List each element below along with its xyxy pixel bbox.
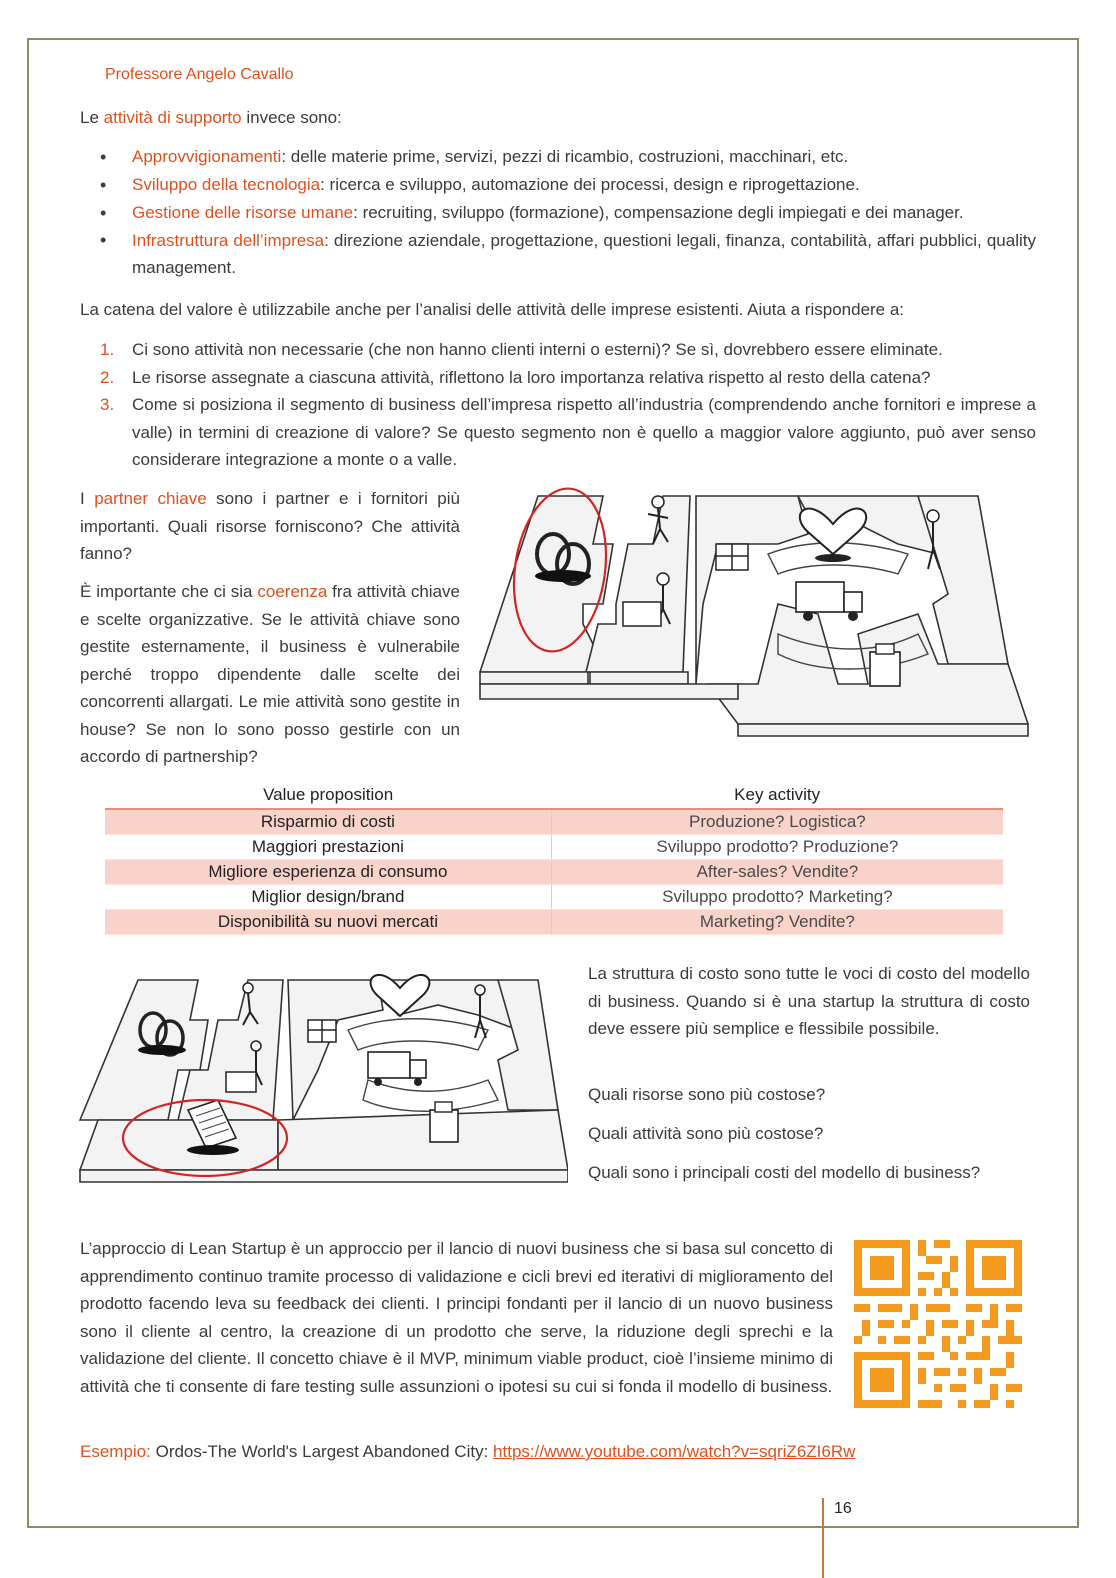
example-line: Esempio: Ordos-The World's Largest Abandoned City: https://www.youtube.com/watch?v=sqriZ6ZI6Rw xyxy=(80,1442,856,1461)
page-number: 16 xyxy=(834,1500,852,1517)
page-number-divider xyxy=(822,1498,824,1578)
table-row: Migliore esperienza di consumo After-sales? Vendite? xyxy=(105,860,1003,885)
support-intro: Le attività di supporto invece sono: xyxy=(80,108,342,127)
support-list xyxy=(100,143,1036,281)
coherence-paragraph: È importante che ci sia coerenza fra attività chiave e scelte organizzative. Se le attività chiave sono gestite esternamente, il business è vulnerabile perché troppo dipendente dalle scelte dei concorrenti allargati. Le mie attività sono gestite in house? Se non lo sono posso gestirle con un accordo di partnership? xyxy=(80,582,460,766)
youtube-link[interactable]: https://www.youtube.com/watch?v=sqriZ6ZI6Rw xyxy=(493,1442,856,1461)
table-row: Miglior design/brand Sviluppo prodotto? Marketing? xyxy=(105,885,1003,910)
column-header: Value proposition xyxy=(105,782,551,809)
business-model-canvas-sketch-costs xyxy=(78,960,568,1186)
business-model-canvas-sketch-partners xyxy=(478,484,1034,740)
qr-code-icon[interactable] xyxy=(854,1240,1022,1408)
list-item: • Infrastruttura dell’impresa: direzione aziendale, progettazione, questioni legali, finanza, contabilità, affari pubblici, quality management. xyxy=(100,227,1036,281)
table-row: Disponibilità su nuovi mercati Marketing? Vendite? xyxy=(105,910,1003,935)
professor-name: Professore Angelo Cavallo xyxy=(105,66,294,83)
value-proposition-table xyxy=(105,782,1003,935)
list-item: 2. Le risorse assegnate a ciascuna attività, riflettono la loro importanza relativa rispetto al resto della catena? xyxy=(100,367,931,387)
cost-question: Quali risorse sono più costose? xyxy=(588,1085,826,1104)
list-item: • Gestione delle risorse umane: recruiting, sviluppo (formazione), compensazione degli impiegati e dei manager. xyxy=(100,199,1036,227)
list-item: • Approvvigionamenti: delle materie prime, servizi, pezzi di ricambio, costruzioni, macchinari, etc. xyxy=(100,143,1036,171)
list-item: • Sviluppo della tecnologia: ricerca e sviluppo, automazione dei processi, design e riprogettazione. xyxy=(100,171,1036,199)
partners-paragraph: I partner chiave sono i partner e i fornitori più importanti. Quali risorse forniscono? Che attività fanno? xyxy=(80,489,460,563)
list-item: 1. Ci sono attività non necessarie (che non hanno clienti interni o esterni)? Se sì, dovrebbero essere eliminate. xyxy=(100,340,943,359)
list-item: 3. Come si posiziona il segmento di business dell’impresa rispetto all’industria (comprendendo anche fornitori e imprese a valle) in termini di creazione di valore? Se questo segmento non è quello a maggior valore aggiunto, può aver senso considerare integrazione a monte o a valle. xyxy=(100,395,1036,469)
table-row: Risparmio di costi Produzione? Logistica? xyxy=(105,809,1003,835)
chain-questions xyxy=(100,336,1036,474)
cost-structure-paragraph: La struttura di costo sono tutte le voci di costo del modello di business. Quando si è una startup la struttura di costo deve essere più semplice e flessibile possibile. xyxy=(588,964,1030,1038)
column-header: Key activity xyxy=(551,782,1003,809)
lean-startup-paragraph: L’approccio di Lean Startup è un approccio per il lancio di nuovi business che si basa sul concetto di apprendimento continuo tramite processo di validazione e cicli brevi ed iterativi di miglioramento del prodotto facendo leva su feedback dei clienti. I principi fondanti per il lancio di un nuovo business sono il cliente al centro, la creazione di un prodotto che serve, la riduzione degli sprechi e la validazione del cliente. Il concetto chiave è il MVP, minimum viable product, cioè l’insieme minimo di attività che ti consente di fare testing sulle assunzioni o ipotesi su cui si fonda il modello di business. xyxy=(80,1239,833,1396)
table-header-row xyxy=(105,782,1003,809)
cost-question: Quali attività sono più costose? xyxy=(588,1124,824,1143)
cost-question: Quali sono i principali costi del modello di business? xyxy=(588,1163,981,1182)
chain-intro: La catena del valore è utilizzabile anche per l’analisi delle attività delle imprese esistenti. Aiuta a rispondere a: xyxy=(80,300,905,319)
table-row: Maggiori prestazioni Sviluppo prodotto? Produzione? xyxy=(105,835,1003,860)
